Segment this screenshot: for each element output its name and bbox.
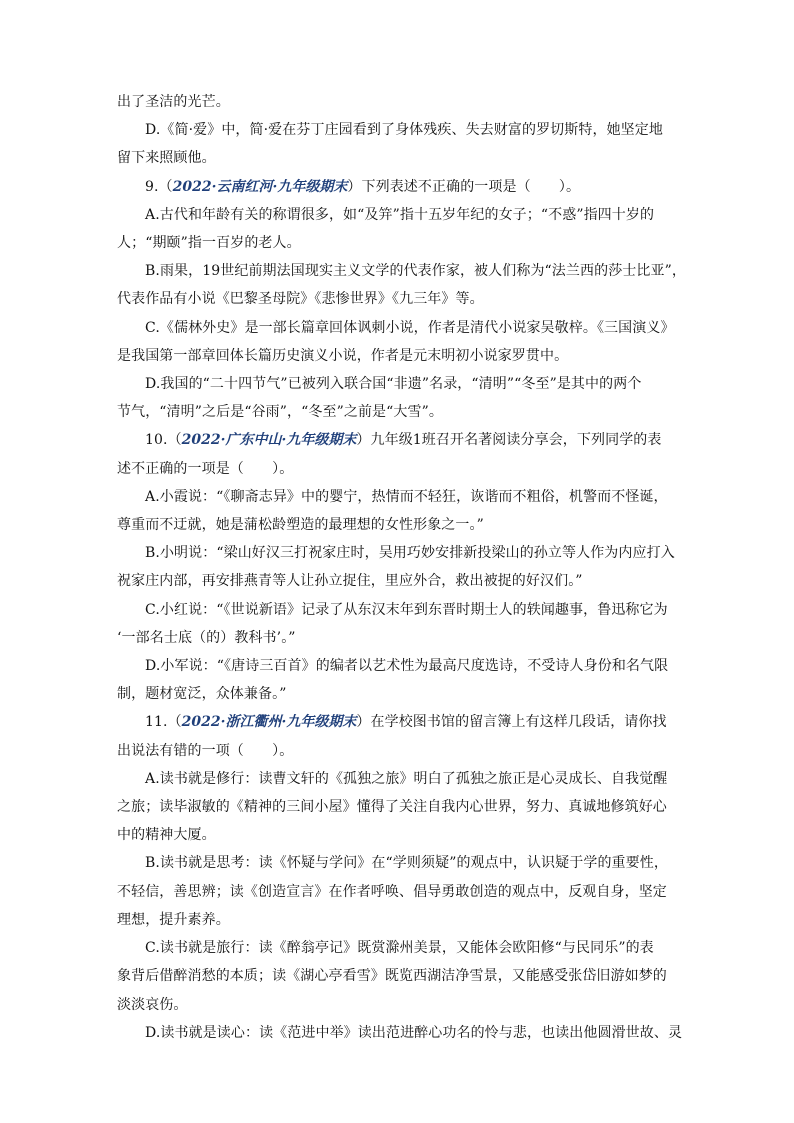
text-line: B.小明说：“梁山好汉三打祝家庄时，吴用巧妙安排新投梁山的孙立等人作为内应打入	[145, 545, 675, 562]
text-line: D.读书就是读心：读《范进中举》读出范进醉心功名的怜与悲，也读出他圆滑世故、灵	[145, 1024, 683, 1041]
text-line: D.我国的“二十四节气”已被列入联合国“非遗”名录，“清明”“冬至”是其中的两个	[145, 376, 642, 393]
text-line: 象背后借醉消愁的本质；读《湖心亭看雪》既览西湖洁净雪景，又能感受张岱旧游如梦的	[117, 968, 667, 985]
document-page	[117, 88, 685, 1047]
text-line: D.《简·爱》中，简·爱在芬丁庄园看到了身体残疾、失去财富的罗切斯特，她坚定地	[145, 122, 663, 139]
question-stem-line	[117, 708, 685, 736]
question-text: ）下列表述不正确的一项是（ ）。	[347, 178, 581, 195]
text-line: 人；“期颐”指一百岁的老人。	[117, 235, 301, 252]
question-source-tag: 2022·云南红河·九年级期末	[172, 178, 348, 195]
question-stem-line	[117, 426, 685, 454]
text-line: 祝家庄内部，再安排燕青等人让孙立捉住，里应外合，救出被捉的好汉们。”	[117, 573, 583, 590]
text-line: A.古代和年龄有关的称谓很多，如“及笄”指十五岁年纪的女子；“不惑”指四十岁的	[145, 206, 655, 223]
question-number: 10.（	[145, 432, 182, 449]
question-text: ）在学校图书馆的留言簿上有这样几段话，请你找	[356, 714, 667, 731]
text-line: 述不正确的一项是（ ）。	[117, 460, 294, 477]
text-line: 制，题材宽泛，众体兼备。”	[117, 686, 287, 703]
text-line: 是我国第一部章回体长篇历史演义小说，作者是元末明初小说家罗贯中。	[117, 347, 569, 364]
text-line: C.《儒林外史》是一部长篇章回体讽刺小说，作者是清代小说家吴敬梓。《三国演义》	[145, 319, 675, 336]
text-line: 节气，“清明”之后是“谷雨”，“冬至”之前是“大雪”。	[117, 404, 443, 421]
text-line: 不轻信，善思辨；读《创造宣言》在作者呼唤、倡导勇敢创造的观点中，反观自身，坚定	[117, 883, 667, 900]
question-number: 9.（	[145, 178, 173, 195]
text-line: 理想，提升素养。	[117, 911, 230, 928]
text-line: 留下来照顾他。	[117, 150, 216, 167]
text-line: A.读书就是修行：读曹文轩的《孤独之旅》明白了孤独之旅正是心灵成长、自我觉醒	[145, 770, 668, 787]
text-line: D.小军说：“《唐诗三百首》的编者以艺术性为最高尺度选诗，不受诗人身份和名气限	[145, 658, 669, 675]
text-line: 出说法有错的一项（ ）。	[117, 742, 294, 759]
question-text: ）九年级1班召开名著阅读分享会，下列同学的表	[356, 432, 662, 449]
text-line: ‘一部名士底（的）教科书’。”	[117, 629, 296, 646]
text-line: 尊重而不迂就，她是蒲松龄塑造的最理想的女性形象之一。”	[117, 517, 484, 534]
question-source-tag: 2022·浙江衢州·九年级期末	[181, 714, 357, 731]
text-line: 之旅；读毕淑敏的《精神的三间小屋》懂得了关注自我内心世界，努力、真诚地修筑好心	[117, 799, 667, 816]
text-line: B.雨果，19世纪前期法国现实主义文学的代表作家，被人们称为“法兰西的莎士比亚”，	[145, 263, 686, 280]
text-line: C.小红说：“《世说新语》记录了从东汉末年到东晋时期士人的轶闻趣事，鲁迅称它为	[145, 601, 668, 618]
text-line: C.读书就是旅行：读《醉翁亭记》既赏滁州美景，又能体会欧阳修“与民同乐”的表	[145, 940, 654, 957]
text-line: 淡淡哀伤。	[117, 996, 188, 1013]
text-line: 出了圣洁的光芒。	[117, 94, 230, 110]
question-stem-line	[117, 173, 685, 201]
question-number: 11.（	[145, 714, 182, 731]
text-line: 代表作品有小说《巴黎圣母院》《悲惨世界》《九三年》等。	[117, 291, 484, 308]
text-line: A.小霞说：“《聊斋志异》中的婴宁，热情而不轻狂，诙谐而不粗俗，机警而不怪诞，	[145, 488, 668, 505]
question-source-tag: 2022·广东中山·九年级期末	[181, 432, 357, 449]
text-line: B.读书就是思考：读《怀疑与学问》在“学则须疑”的观点中，认识疑于学的重要性，	[145, 855, 668, 872]
text-line: 中的精神大厦。	[117, 827, 216, 844]
